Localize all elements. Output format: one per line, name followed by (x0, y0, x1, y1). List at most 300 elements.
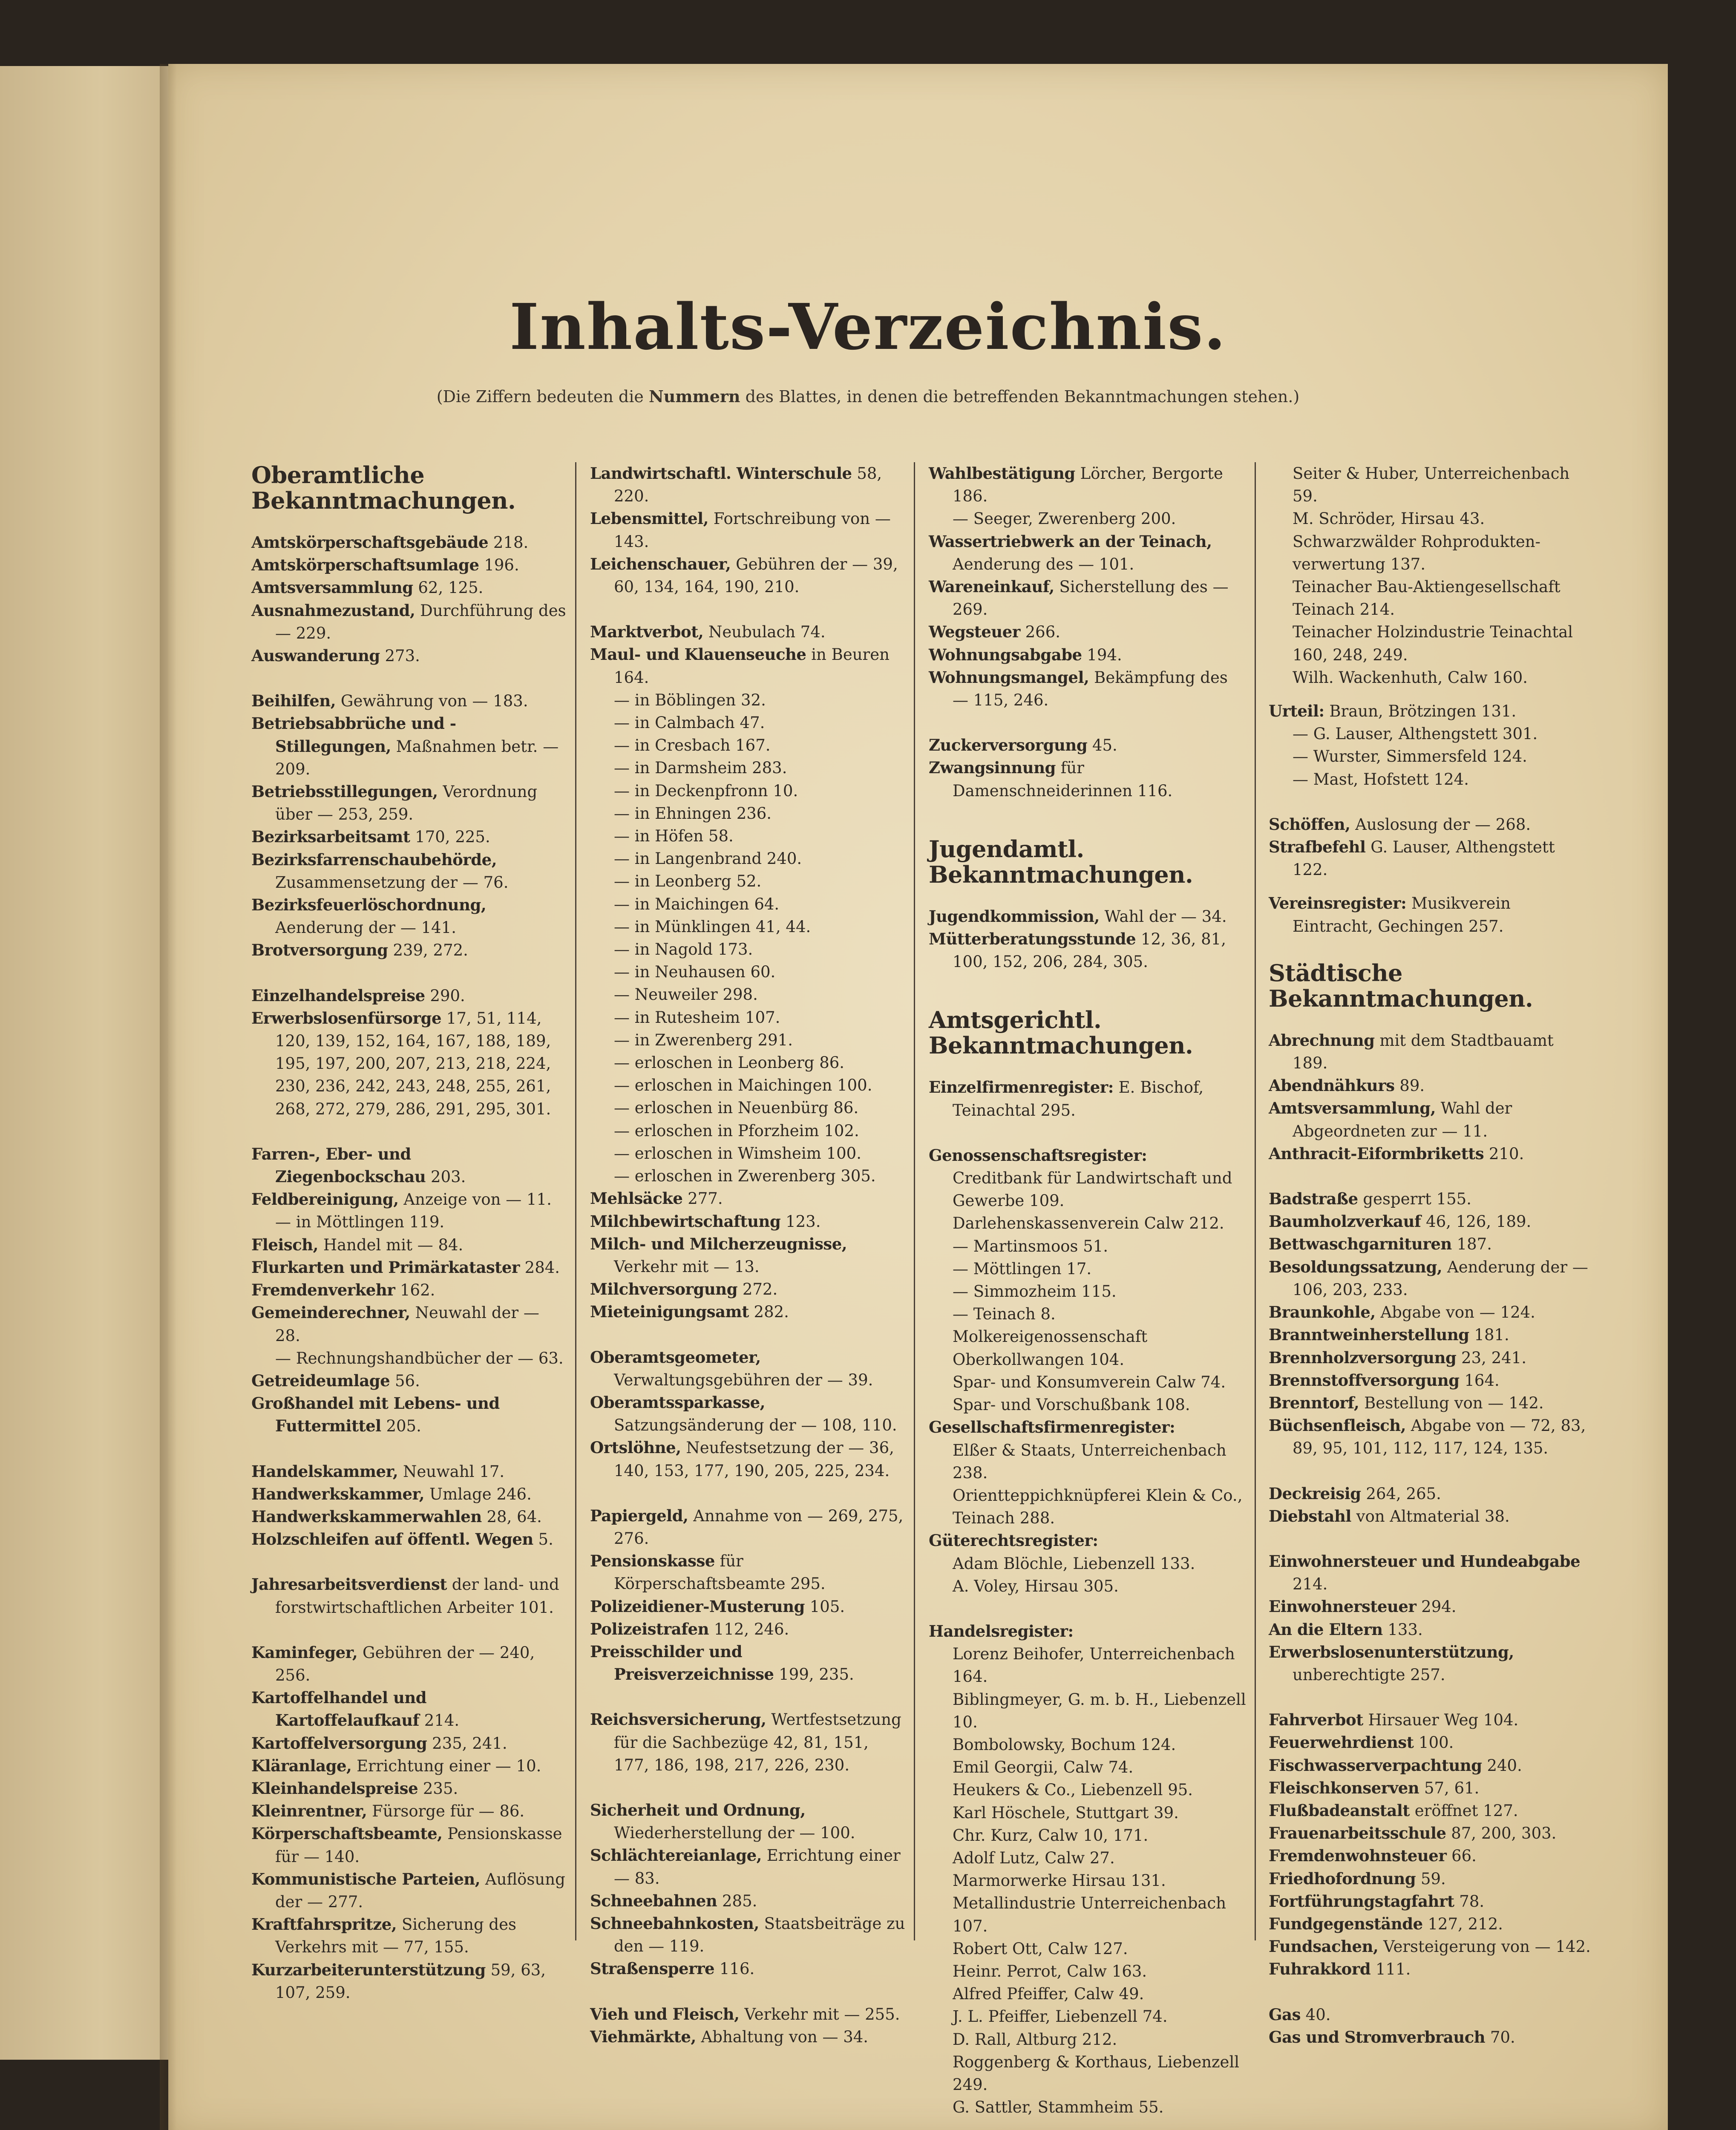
index-entry (251, 1483, 567, 1505)
spacer (590, 598, 905, 621)
index-entry (1269, 1845, 1592, 1867)
entry-references: 105. (804, 1597, 845, 1616)
index-entry (590, 1890, 905, 1912)
index-entry (590, 621, 905, 643)
entry-keyword: Kraftfahrspritze, (251, 1915, 397, 1934)
index-subentry: — Neuweiler 298. (614, 985, 758, 1004)
index-entry (590, 1187, 905, 1210)
index-entry (590, 1844, 905, 1889)
entry-keyword: Fischwasserverpachtung (1269, 1756, 1482, 1775)
entry-keyword: Fleischkonserven (1269, 1778, 1419, 1797)
entry-keyword: Wohnungsabgabe (929, 645, 1082, 664)
entry-keyword: Reichsversicherung, (590, 1710, 766, 1729)
index-entry (251, 1800, 567, 1822)
spacer (1269, 791, 1592, 813)
entry-references: 127, 212. (1422, 1914, 1503, 1933)
entry-references: von Altmaterial 38. (1351, 1507, 1510, 1526)
entry-references: 266. (1020, 623, 1061, 642)
entry-references: Verwaltungsgebühren der — 39. (614, 1370, 873, 1389)
entry-keyword: Kleinhandelspreise (251, 1779, 418, 1798)
entry-references: 17, 51, 114, 120, 139, 152, 164, 167, 188, 189, 195, 197, 200, 207, 213, 218, 224, 230, 236, 242, 243, 248, 255, 261, 268, 272, 279, 286, 291, 295, 301. (275, 1009, 551, 1118)
entry-keyword: Baumholzverkauf (1269, 1212, 1421, 1231)
index-entry (251, 554, 567, 576)
index-entry (1269, 1347, 1592, 1369)
index-entry (251, 645, 567, 667)
index-entry (251, 1279, 567, 1301)
entry-keyword: Zwangsinnung (929, 758, 1056, 777)
spacer (929, 1122, 1248, 1144)
index-entry (251, 894, 567, 939)
entry-references: Neufestsetzung der — 36, 140, 153, 177, 190, 205, 225, 234. (614, 1439, 894, 1480)
index-subentry: Metallindustrie Unterreichenbach 107. (953, 1894, 1226, 1935)
entry-references: G. Lauser, Althengstett 122. (1293, 838, 1555, 879)
entry-references: 87, 200, 303. (1446, 1824, 1557, 1843)
entry-references: Fortschreibung von — 143. (614, 509, 891, 551)
column-divider (575, 462, 576, 1940)
spacer (1269, 938, 1592, 960)
entry-keyword: Fundgegenstände (1269, 1914, 1423, 1933)
entry-keyword: Braunkohle, (1269, 1303, 1376, 1322)
index-entry (1269, 1029, 1592, 1074)
index-entry (251, 1188, 567, 1211)
entry-keyword: Diebstahl (1269, 1506, 1351, 1526)
entry-keyword: Ausnahmezustand, (251, 601, 415, 620)
index-subentry: — G. Lauser, Althengstett 301. (1293, 725, 1538, 743)
entry-references: Verordnung über — 253, 259. (275, 783, 538, 824)
spacer (929, 711, 1248, 734)
entry-references: Aenderung der — 141. (275, 918, 456, 937)
entry-references: 58, 220. (614, 464, 882, 506)
entry-references: 59. (1416, 1869, 1446, 1888)
index-subentry: Creditbank für Landwirtschaft und Gewerbe 109. (953, 1169, 1232, 1210)
index-subentry: — erloschen in Pforzheim 102. (614, 1121, 859, 1140)
entry-keyword: Kartoffelversorgung (251, 1733, 427, 1753)
entry-references: Wiederherstellung der — 100. (614, 1824, 855, 1842)
index-entry (251, 1777, 567, 1800)
entry-references: 272. (737, 1280, 778, 1299)
index-subentry: Molkereigenossenschaft Oberkollwangen 104. (953, 1327, 1148, 1369)
entry-references: 235. (418, 1779, 458, 1798)
entry-keyword: Büchsenfleisch, (1269, 1416, 1406, 1435)
entry-keyword: Leichenschauer, (590, 554, 731, 573)
entry-keyword: Strafbefehl (1269, 838, 1366, 857)
index-subentry: D. Rall, Altburg 212. (953, 2030, 1117, 2049)
entry-references: 284. (519, 1258, 560, 1277)
index-entry (590, 1278, 905, 1301)
index-entry (1269, 1505, 1592, 1528)
index-entry (251, 1370, 567, 1392)
entry-references: 46, 126, 189. (1421, 1212, 1532, 1231)
entry-keyword: Brennholzversorgung (1269, 1348, 1457, 1367)
index-entry (1269, 1618, 1592, 1641)
entry-references: 218. (488, 533, 529, 552)
entry-references: 210. (1484, 1144, 1524, 1163)
index-entry (1269, 1074, 1592, 1097)
index-entry (590, 1505, 905, 1550)
index-entry (1269, 1210, 1592, 1233)
entry-keyword: Gas (1269, 2005, 1301, 2024)
index-entry (929, 530, 1248, 576)
entry-keyword: Fundsachen, (1269, 1937, 1379, 1956)
entry-references: Auflösung der — 277. (275, 1870, 565, 1911)
index-subentry: — in Möttlingen 119. (275, 1213, 445, 1232)
entry-keyword: Branntweinherstellung (1269, 1325, 1469, 1344)
index-subentry: M. Schröder, Hirsau 43. (1293, 509, 1485, 528)
index-entry (929, 1076, 1248, 1121)
index-subentry: — in Rutesheim 107. (614, 1008, 780, 1027)
index-subentry: — in Nagold 173. (614, 940, 753, 959)
index-entry (1269, 1641, 1592, 1686)
index-entry (590, 643, 905, 688)
index-entry (251, 1755, 567, 1777)
entry-keyword: Großhandel mit Lebens- und Futtermittel (251, 1394, 500, 1436)
entry-keyword: Preisschilder und Preisverzeichnisse (590, 1642, 774, 1684)
entry-keyword: Viehmärkte, (590, 2027, 696, 2046)
entry-references: Abgabe von — 72, 83, 89, 95, 101, 112, 117, 124, 135. (1293, 1416, 1586, 1458)
index-subentry: — erloschen in Leonberg 86. (614, 1053, 845, 1072)
index-subentry: — Seeger, Zwerenberg 200. (953, 509, 1176, 528)
entry-references: 203. (426, 1168, 466, 1186)
index-entry (251, 1007, 567, 1120)
index-subentry: Schwarzwälder Rohprodukten-verwertung 137. (1293, 532, 1541, 573)
entry-keyword: Brenntorf, (1269, 1393, 1359, 1412)
index-column-4 (1269, 462, 1592, 2049)
entry-references: Wahl der — 34. (1099, 907, 1227, 926)
index-subentry: — in Calmbach 47. (614, 714, 765, 732)
index-entry (251, 1392, 567, 1437)
entry-keyword: Kläranlage, (251, 1756, 352, 1775)
spacer (1269, 1460, 1592, 1482)
entry-references: 133. (1382, 1620, 1423, 1639)
index-entry (1269, 1868, 1592, 1890)
index-subentry: J. L. Pfeiffer, Liebenzell 74. (953, 2007, 1168, 2026)
entry-keyword: Fortführungstagfahrt (1269, 1891, 1454, 1911)
index-entry (1269, 1935, 1592, 1958)
entry-references: mit dem Stadtbauamt 189. (1293, 1031, 1554, 1073)
entry-keyword: Farren-, Eber- und Ziegenbockschau (251, 1144, 426, 1186)
subtitle-part: des Blattes, in denen die betreffenden Bekanntmachungen stehen.) (740, 387, 1300, 406)
index-subentry: — in Maichingen 64. (614, 895, 780, 913)
entry-references: Bekämpfung des — 115, 246. (953, 668, 1228, 710)
index-entry (251, 1641, 567, 1687)
entry-keyword: Mütterberatungsstunde (929, 930, 1136, 949)
index-entry (251, 826, 567, 848)
index-entry (1269, 1754, 1592, 1777)
entry-keyword: Jugendkommission, (929, 907, 1100, 926)
index-entry (251, 531, 567, 554)
entry-keyword: Sicherheit und Ordnung, (590, 1800, 806, 1819)
index-subentry: — erloschen in Zwerenberg 305. (614, 1167, 876, 1186)
spacer (929, 802, 1248, 836)
entry-keyword: Handelskammer, (251, 1462, 398, 1481)
entry-references: 111. (1370, 1960, 1411, 1979)
index-entry (590, 1799, 905, 1844)
entry-keyword: Betriebsstillegungen, (251, 782, 438, 801)
index-entry (929, 1144, 1248, 1167)
index-subentry: — in Darmsheim 283. (614, 759, 787, 777)
index-entry (251, 1573, 567, 1618)
entry-keyword: Papiergeld, (590, 1506, 688, 1525)
entry-keyword: Kaminfeger, (251, 1643, 358, 1662)
entry-references: Pensionskasse für — 140. (275, 1825, 562, 1866)
index-entry (251, 1959, 567, 2004)
index-entry (251, 1822, 567, 1868)
entry-keyword: Bezirksfarrenschaubehörde, (251, 850, 497, 869)
column-divider (914, 462, 915, 1940)
index-subentry: Teinacher Bau-Aktiengesellschaft Teinach 214. (1293, 578, 1560, 619)
index-subentry: — in Langenbrand 240. (614, 849, 802, 868)
index-entry (1269, 2003, 1592, 2026)
entry-references: in Beuren 164. (614, 645, 890, 687)
spacer (590, 1686, 905, 1708)
page-gutter (160, 64, 177, 2130)
index-entry (929, 734, 1248, 757)
index-subentry: Heinr. Perrot, Calw 163. (953, 1962, 1147, 1980)
index-entry (251, 599, 567, 645)
index-subentry: — in Höfen 58. (614, 827, 734, 846)
entry-keyword: Flußbadeanstalt (1269, 1801, 1410, 1820)
entry-keyword: Zuckerversorgung (929, 736, 1088, 755)
index-entry (1269, 1097, 1592, 1142)
entry-references: Abhaltung von — 34. (696, 2027, 869, 2046)
entry-keyword: Amtskörperschaftsgebäude (251, 533, 489, 552)
entry-references: 240. (1482, 1756, 1522, 1775)
index-entry (251, 1505, 567, 1528)
entry-references: 89. (1394, 1077, 1425, 1095)
index-entry (1269, 1256, 1592, 1301)
index-entry (590, 1550, 905, 1595)
entry-references: 57, 61. (1419, 1779, 1480, 1797)
index-entry (1269, 813, 1592, 836)
entry-references: 170, 225. (410, 828, 490, 846)
entry-references: Lörcher, Bergorte 186. (953, 464, 1223, 506)
entry-keyword: Milchversorgung (590, 1280, 738, 1299)
entry-references: Neubulach 74. (703, 623, 826, 642)
spacer (1269, 1528, 1592, 1550)
entry-references: Gewährung von — 183. (336, 692, 528, 711)
index-entry (1269, 1233, 1592, 1255)
index-entry (1269, 1595, 1592, 1618)
entry-keyword: Betriebsabbrüche und -Stillegungen, (251, 714, 456, 756)
index-entry (590, 507, 905, 553)
entry-references: 194. (1082, 645, 1122, 664)
entry-references: 290. (425, 986, 465, 1005)
entry-keyword: Milchbewirtschaftung (590, 1212, 781, 1231)
index-entry (1269, 892, 1592, 937)
index-column-3 (929, 462, 1248, 2118)
page-title: Inhalts-Verzeichnis. (509, 290, 1227, 364)
entry-references: 123. (780, 1212, 821, 1231)
index-entry (590, 1391, 905, 1436)
spacer (1269, 1686, 1592, 1709)
facing-page-edge (0, 66, 168, 2060)
index-entry (1269, 1550, 1592, 1595)
column-divider (1255, 462, 1256, 1940)
entry-keyword: Frauenarbeitsschule (1269, 1824, 1446, 1843)
entry-keyword: Wegsteuer (929, 622, 1020, 642)
index-subentry: — in Deckenpfronn 10. (614, 781, 798, 800)
entry-keyword: Holzschleifen auf öffentl. Wegen (251, 1530, 533, 1549)
entry-keyword: Abendnähkurs (1269, 1076, 1395, 1095)
entry-references: Durchführung des — 229. (275, 601, 566, 642)
index-subentry: — in Böblingen 32. (614, 691, 766, 709)
index-entry (929, 1620, 1248, 1643)
entry-references: 112, 246. (708, 1620, 789, 1638)
entry-references: Verkehr mit — 255. (739, 2005, 900, 2024)
entry-keyword: Fremdenverkehr (251, 1281, 395, 1300)
index-subentry: — erloschen in Wimsheim 100. (614, 1144, 861, 1163)
entry-keyword: Badstraße (1269, 1189, 1358, 1209)
index-entry (590, 1708, 905, 1776)
entry-keyword: Jahresarbeitsverdienst (251, 1575, 447, 1594)
entry-references: 62, 125. (413, 579, 484, 597)
entry-keyword: Landwirtschaftl. Winterschule (590, 464, 852, 483)
entry-keyword: Kleinrentner, (251, 1802, 367, 1821)
entry-references: Anzeige von — 11. (398, 1190, 552, 1209)
entry-keyword: Amtsversammlung, (1269, 1099, 1436, 1118)
entry-references: 100. (1414, 1733, 1454, 1752)
entry-references: Staatsbeiträge zu den — 119. (614, 1914, 905, 1956)
index-subentry: — in Neuhausen 60. (614, 963, 776, 982)
index-entry (1269, 1324, 1592, 1346)
spacer (251, 1120, 567, 1143)
index-entry (1269, 1709, 1592, 1731)
index-entry (929, 757, 1248, 802)
index-subentry: — Mast, Hofstett 124. (1293, 770, 1469, 789)
index-subentry: Emil Georgii, Calw 74. (953, 1758, 1134, 1777)
entry-keyword: Bettwaschgarnituren (1269, 1235, 1452, 1254)
section-heading: Städtische Bekanntmachungen. (1269, 959, 1533, 1012)
entry-keyword: Bezirksfeuerlöschordnung, (251, 895, 487, 915)
entry-references: 40. (1300, 2005, 1331, 2024)
entry-references: 5. (533, 1530, 553, 1549)
entry-references: 56. (390, 1371, 420, 1390)
index-entry (590, 462, 905, 507)
index-subentry: Roggenberg & Korthaus, Liebenzell 249. (953, 2052, 1240, 2094)
entry-keyword: Maul- und Klauenseuche (590, 645, 806, 664)
entry-keyword: An die Eltern (1269, 1620, 1383, 1639)
index-entry (929, 928, 1248, 973)
index-subentry: A. Voley, Hirsau 305. (953, 1577, 1119, 1595)
spacer (1269, 1165, 1592, 1188)
entry-references: 205. (381, 1417, 421, 1436)
entry-references: 181. (1469, 1326, 1509, 1344)
index-entry (590, 1957, 905, 1980)
index-entry (251, 939, 567, 961)
entry-references: Neuwahl der — 28. (275, 1304, 539, 1345)
index-entry (929, 1529, 1248, 1552)
entry-keyword: Fuhrakkord (1269, 1960, 1371, 1979)
index-entry (251, 1868, 567, 1913)
spacer (251, 667, 567, 690)
entry-references: 70. (1485, 2028, 1515, 2047)
spacer (251, 1438, 567, 1460)
spacer (251, 1619, 567, 1641)
entry-references: Neuwahl 17. (398, 1462, 505, 1481)
index-entry (590, 1233, 905, 1278)
index-subentry: Darlehenskassenverein Calw 212. (953, 1214, 1224, 1233)
index-entry (590, 1346, 905, 1391)
entry-references: Errichtung einer — 83. (614, 1846, 901, 1888)
index-subentry: — in Münklingen 41, 44. (614, 917, 811, 936)
entry-keyword: Feuerwehrdienst (1269, 1733, 1414, 1752)
entry-keyword: Anthracit-Eiformbriketts (1269, 1144, 1484, 1163)
entry-keyword: Güterechtsregister: (929, 1531, 1098, 1550)
entry-references: 59, 63, 107, 259. (275, 1960, 546, 2002)
entry-keyword: Urteil: (1269, 702, 1324, 721)
entry-references: 273. (380, 647, 420, 665)
index-entry (929, 644, 1248, 666)
entry-keyword: Lebensmittel, (590, 509, 709, 528)
entry-references: eröffnet 127. (1410, 1801, 1518, 1820)
entry-references: 264, 265. (1361, 1484, 1441, 1503)
spacer (590, 1776, 905, 1799)
index-subentry: — erloschen in Neuenbürg 86. (614, 1099, 859, 1117)
entry-keyword: Flurkarten und Primärkataster (251, 1258, 520, 1277)
spacer (590, 1482, 905, 1505)
entry-keyword: Gemeinderechner, (251, 1303, 410, 1322)
index-entry (1269, 700, 1592, 722)
index-entry (590, 1436, 905, 1482)
index-subentry: — Martinsmoos 51. (953, 1237, 1108, 1255)
section-heading: Oberamtliche Bekanntmachungen. (251, 461, 516, 514)
index-entry (590, 1210, 905, 1233)
index-subentry: G. Sattler, Stammheim 55. (953, 2098, 1164, 2117)
entry-references: 164. (1459, 1371, 1500, 1390)
entry-keyword: Abrechnung (1269, 1030, 1375, 1050)
index-subentry: Spar- und Vorschußbank 108. (953, 1396, 1190, 1414)
entry-keyword: Gesellschaftsfirmenregister: (929, 1418, 1175, 1437)
entry-references: 78. (1454, 1892, 1485, 1911)
entry-references: Musikverein Eintracht, Gechingen 257. (1293, 894, 1511, 935)
entry-references: 214. (1293, 1575, 1328, 1594)
index-subentry: Wilh. Wackenhuth, Calw 160. (1293, 668, 1528, 687)
entry-references: Bestellung von — 142. (1359, 1393, 1544, 1412)
index-entry (251, 1301, 567, 1347)
entry-keyword: Milch- und Milcherzeugnisse, (590, 1234, 847, 1253)
spacer (590, 1324, 905, 1346)
index-entry (590, 2026, 905, 2048)
index-entry (929, 462, 1248, 507)
spacer (929, 973, 1248, 1007)
index-subentry: Heukers & Co., Liebenzell 95. (953, 1781, 1193, 1799)
index-entry (251, 690, 567, 712)
entry-references: Fürsorge für — 86. (367, 1802, 525, 1821)
entry-keyword: Feldbereinigung, (251, 1190, 399, 1209)
entry-references: Annahme von — 269, 275, 276. (614, 1506, 904, 1548)
index-subentry: Alfred Pfeiffer, Calw 49. (953, 1985, 1144, 2003)
index-entry (929, 576, 1248, 621)
spacer (251, 962, 567, 984)
entry-keyword: Wahlbestätigung (929, 464, 1075, 483)
entry-keyword: Wareneinkauf, (929, 577, 1054, 596)
entry-keyword: Bezirksarbeitsamt (251, 827, 410, 846)
index-subentry: Biblingmeyer, G. m. b. H., Liebenzell 10. (953, 1690, 1246, 1731)
spacer (1269, 1981, 1592, 2003)
entry-references: der land- und forstwirtschaftlichen Arbeiter 101. (275, 1575, 559, 1617)
index-entry (251, 1256, 567, 1279)
entry-keyword: Brennstoffversorgung (1269, 1370, 1460, 1390)
index-subentry: — Wurster, Simmersfeld 124. (1293, 747, 1527, 766)
entry-keyword: Straßensperre (590, 1959, 715, 1978)
index-subentry: Spar- und Konsumverein Calw 74. (953, 1373, 1226, 1391)
entry-references: unberechtigte 257. (1293, 1665, 1445, 1684)
index-entry (929, 1416, 1248, 1439)
index-subentry: — in Ehningen 236. (614, 804, 772, 823)
entry-keyword: Kurzarbeiterunterstützung (251, 1960, 486, 1979)
index-entry (1269, 1301, 1592, 1324)
entry-references: Umlage 246. (424, 1485, 532, 1503)
